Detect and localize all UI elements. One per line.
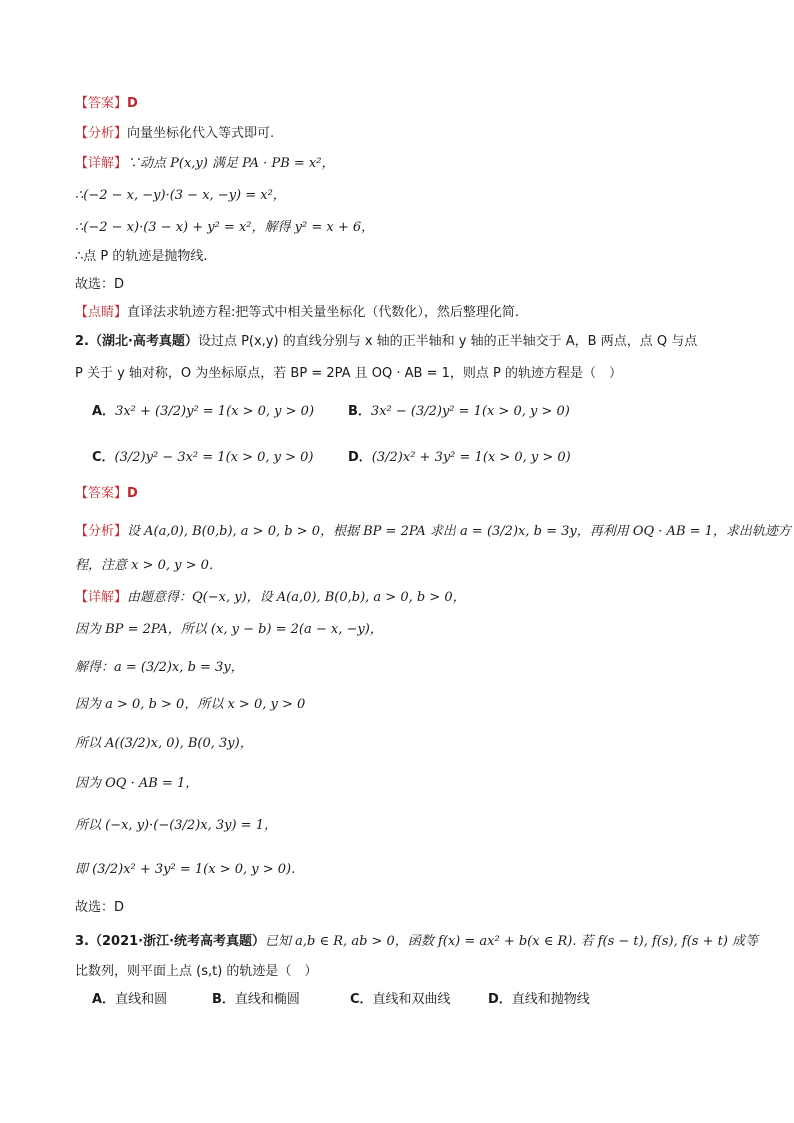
option-label: A． (92, 404, 116, 419)
q1-answer-line (75, 94, 138, 114)
q1-analysis-line (75, 124, 274, 144)
analysis-tag: 【分析】 (75, 524, 128, 539)
q3-stem-line-2: 比数列，则平面上点 (s,t) 的轨迹是（ ） (75, 964, 318, 979)
option-text: 3x² + (3/2)y² = 1(x > 0, y > 0) (115, 404, 315, 419)
q2-detail-line-8: 即 (3/2)x² + 3y² = 1(x > 0, y > 0). (75, 862, 296, 877)
q2-choice: 故选：D (75, 900, 125, 915)
q2-option-b (348, 402, 570, 422)
option-text: 直线和抛物线 (511, 992, 590, 1007)
q2-stem-line-1 (75, 332, 697, 352)
remark-text: 直译法求轨迹方程:把等式中相关量坐标化（代数化），然后整理化简. (127, 305, 520, 320)
detail-text: 由题意得：Q(−x, y)，设 A(a,0), B(0,b), a > 0, b > 0， (127, 590, 466, 605)
answer-tag: 【答案】 (75, 96, 128, 111)
q3-stem-text-1: 已知 a,b ∈ R, ab > 0，函数 f(x) = ax² + b(x ∈ R). 若 f(s − t), f(s), f(s + t) 成等 (265, 934, 759, 949)
option-text: 3x² − (3/2)y² = 1(x > 0, y > 0) (370, 404, 570, 419)
q3-source: （2021·浙江·统考高考真题） (88, 934, 266, 949)
q3-number: 3. (75, 934, 89, 949)
q3-option-d (488, 990, 590, 1010)
q2-analysis-line-2: 程，注意 x > 0, y > 0． (75, 558, 222, 573)
analysis-text: 设 A(a,0), B(0,b), a > 0, b > 0，根据 BP = 2PA 求出 a = (3/2)x, b = 3y，再利用 OQ · AB = 1，求出轨迹方 (127, 524, 791, 539)
q2-option-a (92, 402, 314, 422)
q3-option-a (92, 990, 167, 1010)
option-label: C． (92, 450, 115, 465)
option-label: B． (212, 992, 235, 1007)
detail-tag: 【详解】 (75, 590, 128, 605)
detail-text: ∵动点 P(x,y) 满足 PA · PB = x²， (127, 156, 335, 171)
q1-detail-line-2: ∴(−2 − x, −y)·(3 − x, −y) = x²， (75, 188, 286, 203)
option-text: (3/2)x² + 3y² = 1(x > 0, y > 0) (371, 450, 571, 465)
analysis-tag: 【分析】 (75, 126, 128, 141)
q2-detail-line-5: 所以 A((3/2)x, 0), B(0, 3y)， (75, 736, 253, 751)
q1-remark-line (75, 303, 519, 323)
q2-detail-line-1 (75, 588, 466, 608)
q2-detail-line-6: 因为 OQ · AB = 1， (75, 776, 199, 791)
q2-number: 2. (75, 334, 89, 349)
q3-option-c (350, 990, 451, 1010)
q1-detail-line-1 (75, 154, 334, 174)
option-label: A． (92, 992, 116, 1007)
q2-stem-text-1: 设过点 P(x,y) 的直线分别与 x 轴的正半轴和 y 轴的正半轴交于 A，B 两点，点 Q 与点 (197, 334, 698, 349)
option-label: C． (350, 992, 373, 1007)
detail-tag: 【详解】 (75, 156, 128, 171)
option-text: (3/2)y² − 3x² = 1(x > 0, y > 0) (114, 450, 314, 465)
option-label: D． (348, 450, 372, 465)
q2-detail-line-4: 因为 a > 0, b > 0，所以 x > 0, y > 0 (75, 697, 306, 712)
q2-source: （湖北·高考真题） (88, 334, 198, 349)
option-label: D． (488, 992, 512, 1007)
q2-detail-line-3: 解得：a = (3/2)x, b = 3y， (75, 660, 244, 675)
q1-detail-line-3: ∴(−2 − x)·(3 − x) + y² = x²，解得 y² = x + 6， (75, 220, 375, 235)
q2-answer-line (75, 484, 138, 504)
q1-choice: 故选：D (75, 277, 125, 292)
q2-option-d (348, 448, 571, 468)
analysis-text: 向量坐标化代入等式即可. (127, 126, 275, 141)
q2-detail-line-7: 所以 (−x, y)·(−(3/2)x, 3y) = 1， (75, 818, 277, 833)
answer-value: D (127, 486, 138, 501)
q2-analysis-line-1 (75, 522, 791, 542)
option-text: 直线和圆 (115, 992, 168, 1007)
option-label: B． (348, 404, 371, 419)
q2-stem-line-2: P 关于 y 轴对称，O 为坐标原点，若 BP = 2PA 且 OQ · AB = 1，则点 P 的轨迹方程是（ ） (75, 366, 622, 381)
q3-stem-line-1 (75, 932, 758, 952)
q1-detail-line-4: ∴点 P 的轨迹是抛物线. (75, 249, 208, 264)
option-text: 直线和双曲线 (372, 992, 451, 1007)
answer-value: D (127, 96, 138, 111)
answer-tag: 【答案】 (75, 486, 128, 501)
option-text: 直线和椭圆 (234, 992, 300, 1007)
q2-option-c (92, 448, 314, 468)
q3-option-b (212, 990, 300, 1010)
remark-tag: 【点睛】 (75, 305, 128, 320)
q2-detail-line-2: 因为 BP = 2PA，所以 (x, y − b) = 2(a − x, −y)， (75, 622, 383, 637)
